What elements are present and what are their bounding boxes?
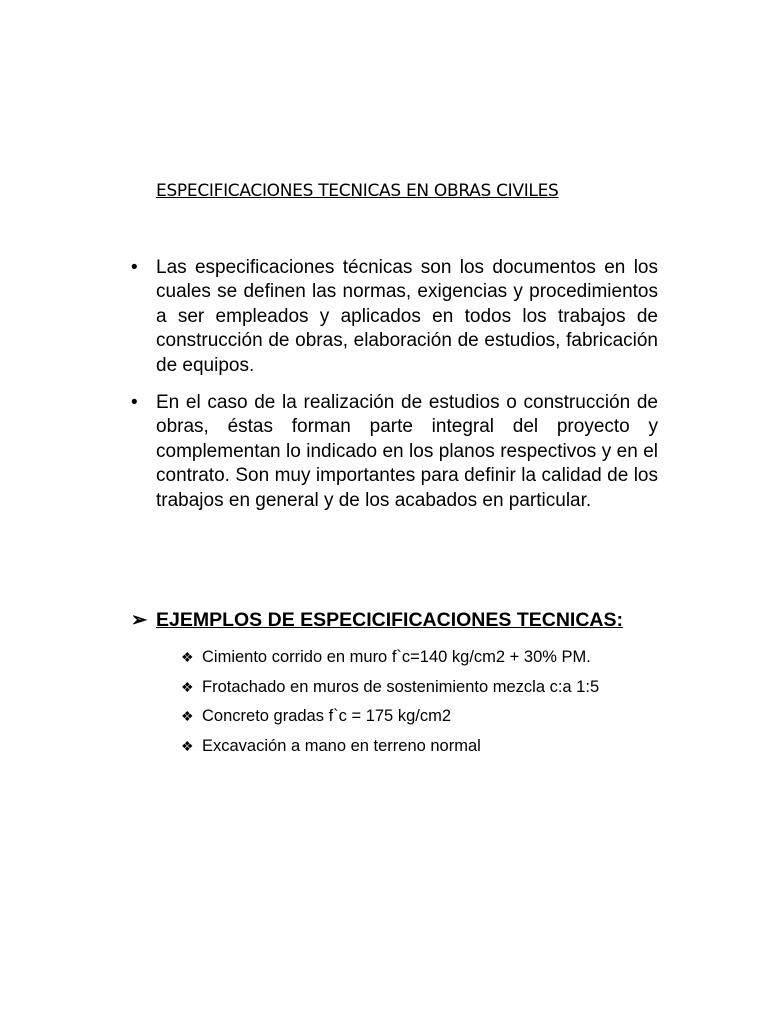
paragraph-text: Las especificaciones técnicas son los documentos en los cuales se definen las normas, exigencias y procedimientos a ser empleados y aplicados en todos los trabajos de construcción de obras, elaboración de estudios, fabricación de equipos. xyxy=(156,257,658,376)
example-text: Excavación a mano en terreno normal xyxy=(202,736,481,755)
example-text: Cimiento corrido en muro f`c=140 kg/cm2 + 30% PM. xyxy=(202,648,591,666)
example-text: Frotachado en muros de sostenimiento mezcla c:a 1:5 xyxy=(202,677,600,696)
examples-heading-text: EJEMPLOS DE ESPECICIFICACIONES TECNICAS: xyxy=(156,609,623,631)
four-diamond-icon: ❖ xyxy=(181,708,194,724)
example-item xyxy=(181,643,599,673)
arrow-right-icon: ➢ xyxy=(131,609,148,631)
four-diamond-icon: ❖ xyxy=(181,649,194,665)
example-text: Concreto gradas f`c = 175 kg/cm2 xyxy=(202,707,451,725)
paragraph-list xyxy=(131,256,658,526)
examples-list xyxy=(181,643,599,761)
four-diamond-icon: ❖ xyxy=(181,678,194,695)
bullet-dot-icon: • xyxy=(131,257,138,278)
four-diamond-icon: ❖ xyxy=(181,737,194,754)
example-item xyxy=(181,732,599,762)
paragraph-item xyxy=(131,256,658,378)
paragraph-item xyxy=(131,391,658,513)
bullet-dot-icon: • xyxy=(131,392,138,414)
example-item xyxy=(181,702,599,732)
examples-heading xyxy=(131,608,623,632)
document-title: ESPECIFICACIONES TECNICAS EN OBRAS CIVILES xyxy=(156,181,559,201)
paragraph-text: En el caso de la realización de estudios o construcción de obras, éstas forman parte integral del proyecto y complementan lo indicado en los planos respectivos y en el contrato. Son muy importantes para definir la calidad de los trabajos en general y de los acabados en particular. xyxy=(156,392,658,511)
example-item xyxy=(181,673,599,703)
